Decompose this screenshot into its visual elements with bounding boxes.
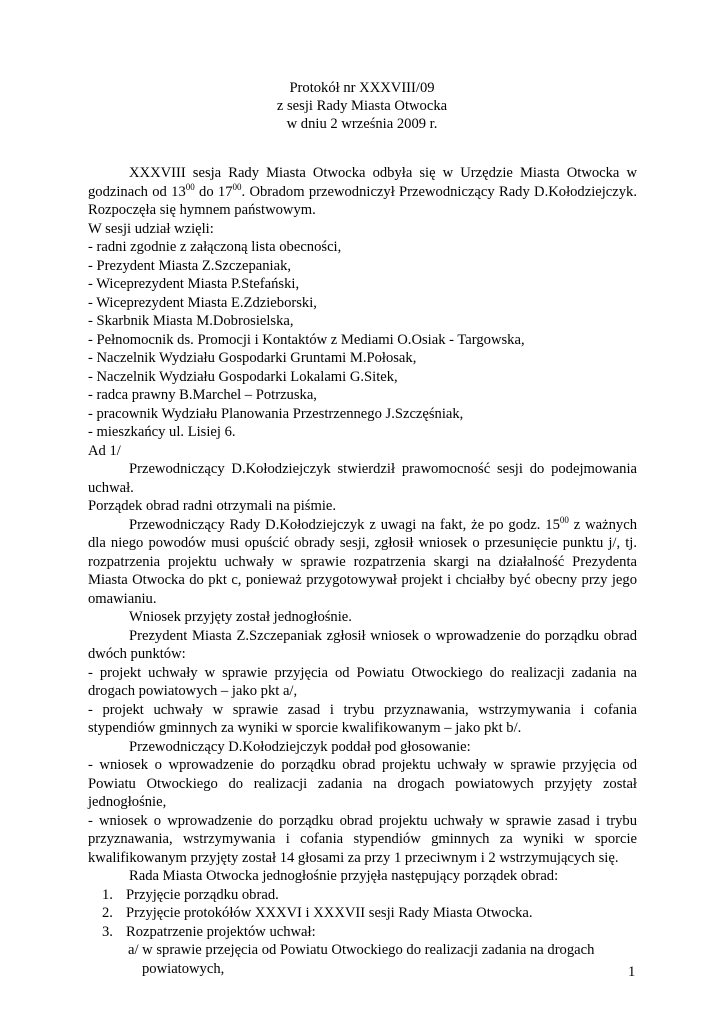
page-number: 1 (628, 964, 636, 980)
list-item: - Prezydent Miasta Z.Szczepaniak, (88, 257, 292, 274)
list-item: - radni zgodnie z załączoną lista obecności, (88, 239, 342, 255)
list-item: - mieszkańcy ul. Lisiej 6. (88, 424, 236, 440)
paragraph: Przewodniczący D.Kołodziejczyk stwierdził prawomocność sesji do podejmowania uchwał. (88, 461, 637, 496)
list-item: - Naczelnik Wydziału Gospodarki Gruntami M.Połosak, (88, 350, 417, 366)
attendance-header: W sesji udział wzięli: (88, 220, 214, 237)
agenda-list (88, 886, 637, 979)
document-title (0, 79, 724, 133)
title-line-3: w dniu 2 września 2009 r. (286, 116, 438, 132)
intro-paragraph: XXXVIII sesja Rady Miasta Otwocka odbyła się w Urzędzie Miasta Otwocka w godzinach od $13^{00}$ do $17^{00}$. Obradom przewodniczył Przewodniczący Rady D.Kołodziejczyk. Rozpoczęła się hymnem państwowym. (88, 165, 637, 218)
paragraph: Przewodniczący D.Kołodziejczyk poddał pod głosowanie: (129, 738, 471, 755)
paragraph: Wniosek przyjęty został jednogłośnie. (129, 609, 352, 625)
section-heading-ad1: Ad 1/ (88, 442, 121, 459)
list-item: - Naczelnik Wydziału Gospodarki Lokalami G.Sitek, (88, 368, 398, 385)
title-line-2: z sesji Rady Miasta Otwocka (276, 98, 448, 114)
list-item: - Skarbnik Miasta M.Dobrosielska, (88, 313, 294, 329)
list-item: - Wiceprezydent Miasta P.Stefański, (88, 276, 300, 292)
agenda-item: 2. Przyjęcie protokółów XXXVI i XXXVII sesji Rady Miasta Otwocka. (102, 905, 533, 921)
paragraph: Prezydent Miasta Z.Szczepaniak zgłosił wniosek o wprowadzenie do porządku obrad dwóch punktów: (88, 627, 637, 662)
title-line-1: Protokół nr XXXVIII/09 (289, 80, 435, 96)
agenda-subitem-continuation: powiatowych, (142, 960, 225, 977)
list-item: - Pełnomocnik ds. Promocji i Kontaktów z Mediami O.Osiak - Targowska, (88, 331, 525, 348)
list-item: - pracownik Wydziału Planowania Przestrzennego J.Szczęśniak, (88, 405, 464, 422)
paragraph: - projekt uchwały w sprawie zasad i trybu przyznawania, wstrzymywania i cofania stypendiów gminnych za wyniki w sporcie kwalifikowanym – jako pkt b/. (88, 701, 637, 736)
paragraph: - wniosek o wprowadzenie do porządku obrad projektu uchwały w sprawie przyjęcia od Powiatu Otwockiego do realizacji zadania na drogach powiatowych przyjęty został jednogłośnie, (88, 757, 637, 810)
agenda-subitem: a/ w sprawie przejęcia od Powiatu Otwockiego do realizacji zadania na drogach (128, 942, 595, 958)
agenda-item: 1. Przyjęcie porządku obrad. (102, 886, 279, 903)
document-body (88, 164, 637, 978)
list-item: - Wiceprezydent Miasta E.Zdzieborski, (88, 294, 317, 311)
list-item: - radca prawny B.Marchel – Potrzuska, (88, 387, 317, 403)
paragraph: Przewodniczący Rady D.Kołodziejczyk z uwagi na fakt, że po godz. $15^{00}$ z ważnych dla niego powodów musi opuścić obrady sesji, zgłosił wniosek o przesunięcie punktu j/, tj. rozpatrzenia projektu uchwały w sprawie rozpatrzenia skargi na działalność Prezydenta Miasta Otwocka do pkt c, ponieważ przygotowywał projekt i chciałby być obecny przy jego omawianiu. (88, 514, 638, 607)
agenda-item: 3. Rozpatrzenie projektów uchwał: (102, 923, 316, 940)
attendee-list (88, 238, 637, 442)
paragraph: - projekt uchwały w sprawie przyjęcia od Powiatu Otwockiego do realizacji zadania na drogach powiatowych – jako pkt a/, (88, 664, 637, 699)
paragraph: - wniosek o wprowadzenie do porządku obrad projektu uchwały w sprawie zasad i trybu przyznawania, wstrzymywania i cofania stypendiów gminnych za wyniki w sporcie kwalifikowanym przyjęty został 14 głosami za przy 1 przeciwnym i 2 wstrzymujących się. (88, 812, 637, 866)
paragraph: Rada Miasta Otwocka jednogłośnie przyjęła następujący porządek obrad: (129, 868, 559, 884)
paragraph: Porządek obrad radni otrzymali na piśmie. (88, 498, 337, 514)
